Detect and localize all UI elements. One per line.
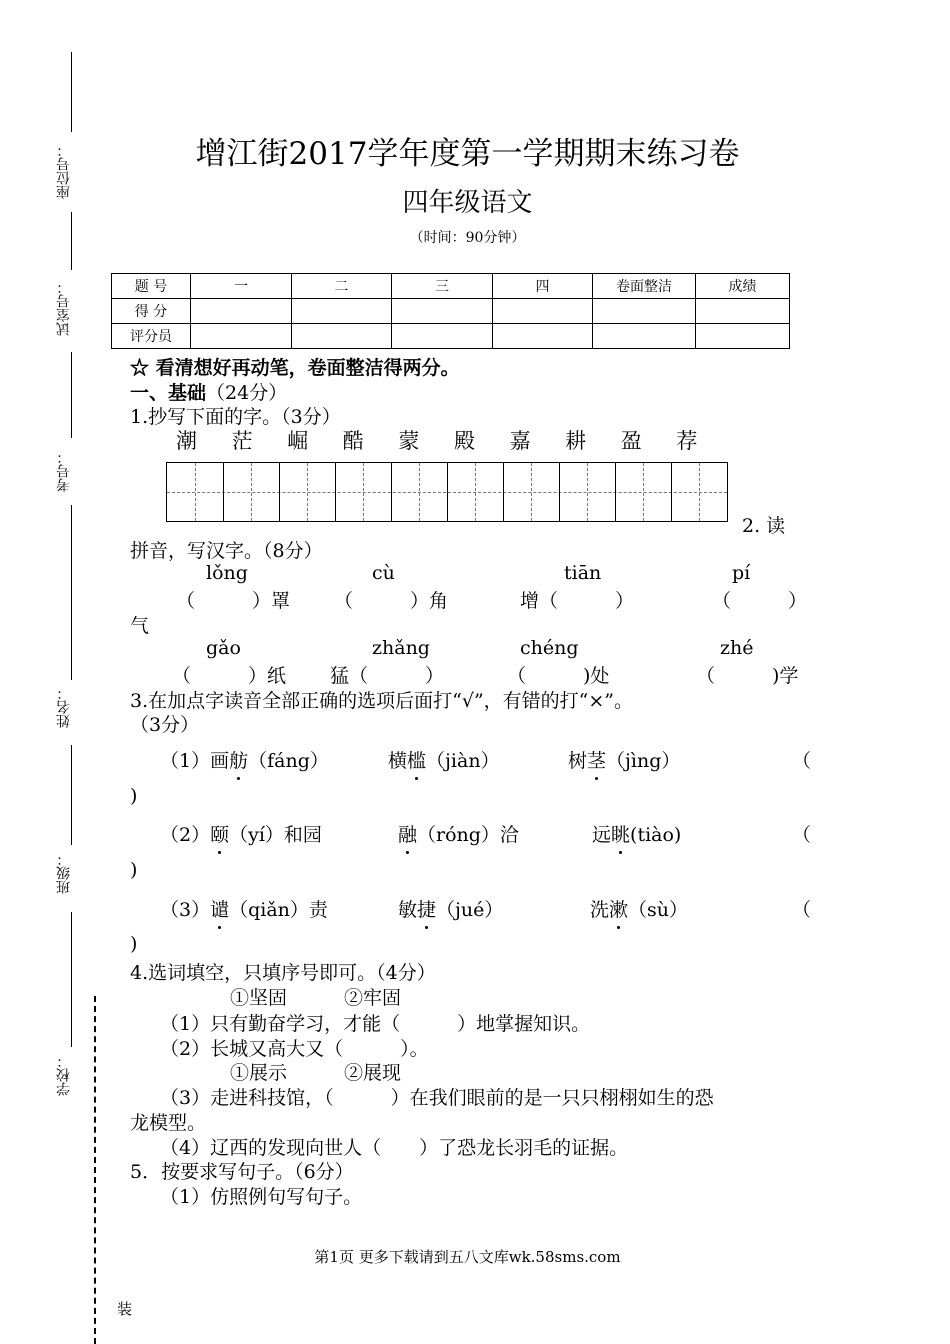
dotted-char: 眺 — [611, 820, 630, 847]
q3-item-1 — [160, 746, 329, 773]
fill-sentence: （3）走进科技馆，（ ）在我们眼前的是一只只栩栩如生的恐 — [160, 1087, 714, 1109]
item-number: （3） — [160, 899, 211, 921]
table-cell: 一 — [191, 274, 292, 299]
grid-cell-divider — [559, 463, 560, 521]
grid-cell-guide — [251, 463, 252, 521]
page-title: 增江街2017学年度第一学期期末练习卷 — [195, 136, 740, 172]
pinyin: lǒng — [206, 562, 248, 584]
grid-cell-guide — [587, 463, 588, 521]
school-label: 学校： — [56, 1054, 72, 1096]
text: 远 — [592, 824, 612, 846]
name-label: 姓名： — [56, 686, 72, 728]
answer-close-paren[interactable]: ) — [130, 859, 138, 881]
fill-sentence: （1）只有勤奋学习，才能（ ）地掌握知识。 — [160, 1013, 591, 1035]
margin-line — [71, 912, 72, 1047]
fill-sentence: （4）辽西的发现向世人（ ）了恐龙长羽毛的证据。 — [160, 1137, 629, 1159]
margin-line — [71, 505, 72, 680]
copy-char: 耕 — [565, 429, 587, 453]
text: 画 — [210, 750, 230, 772]
seat-number-label: 座位号： — [56, 143, 72, 199]
dotted-char: 融 — [398, 820, 417, 847]
answer-blank[interactable]: （ ）角 — [334, 590, 449, 612]
table-cell: 卷面整洁 — [593, 274, 696, 299]
class-label: 班级： — [56, 852, 72, 894]
text: 洗 — [590, 899, 610, 921]
binding-dashed-line — [94, 996, 96, 1344]
answer-blank[interactable]: （ )学 — [696, 665, 799, 687]
answer-blank[interactable]: 增（ ） — [520, 590, 635, 612]
word-options: ①坚固 ②牢固 — [230, 987, 402, 1009]
dotted-char: 舫 — [229, 746, 248, 773]
question-3-score: （3分） — [130, 714, 200, 736]
dotted-char: 茎 — [587, 746, 606, 773]
table-cell[interactable] — [292, 324, 392, 349]
fill-sentence: 龙模型。 — [130, 1112, 207, 1134]
pinyin: （fáng） — [248, 750, 329, 772]
grid-cell-divider — [391, 463, 392, 521]
pinyin: zhé — [720, 637, 754, 659]
table-row — [112, 274, 790, 299]
text: 树 — [568, 750, 588, 772]
fill-sentence: （2）长城又高大又（ ）。 — [160, 1038, 429, 1060]
section-heading — [130, 378, 287, 405]
table-cell[interactable] — [292, 299, 392, 324]
pinyin: pí — [732, 562, 751, 584]
question-1: 1.抄写下面的字。（3分） — [130, 406, 341, 428]
item-number: （1） — [160, 750, 211, 772]
q3-item-2c — [592, 820, 681, 847]
grid-cell-guide — [531, 463, 532, 521]
table-cell[interactable] — [392, 299, 493, 324]
grid-cell-divider — [279, 463, 280, 521]
answer-close-paren[interactable]: ) — [130, 785, 138, 807]
dotted-char: 漱 — [609, 895, 628, 922]
grid-cell-divider — [671, 463, 672, 521]
table-row — [112, 299, 790, 324]
margin-line — [71, 352, 72, 438]
answer-blank[interactable]: （ ）纸 — [172, 665, 287, 687]
question-2: 拼音，写汉字。（8分） — [130, 540, 323, 562]
table-row — [112, 324, 790, 349]
q3-item-2b — [398, 820, 519, 847]
answer-open-paren[interactable]: （ — [792, 899, 812, 921]
margin-line — [71, 52, 72, 132]
margin-line — [71, 745, 72, 845]
q3-item-1c — [568, 746, 680, 773]
pinyin: （jìng） — [606, 750, 681, 772]
grid-cell-divider — [447, 463, 448, 521]
sub-question: （1）仿照例句写句子。 — [160, 1186, 363, 1208]
answer-open-paren[interactable]: （ — [792, 750, 812, 772]
copy-char: 荐 — [676, 429, 698, 453]
copy-char: 殿 — [453, 429, 475, 453]
text: 横 — [388, 750, 408, 772]
room-number-label: 试室号： — [56, 280, 72, 336]
copy-char: 蒙 — [398, 429, 420, 453]
copy-char: 嘉 — [509, 429, 531, 453]
pinyin: tiān — [564, 562, 602, 584]
q3-item-1b — [388, 746, 500, 773]
grid-cell-divider — [615, 463, 616, 521]
q3-item-3c — [590, 895, 688, 922]
wrap-char: 气 — [130, 615, 150, 637]
page-subtitle: 四年级语文 — [402, 188, 533, 218]
pinyin: cù — [372, 562, 395, 584]
copy-char: 盈 — [620, 429, 642, 453]
table-cell[interactable] — [593, 324, 696, 349]
item-number: （2） — [160, 824, 211, 846]
copy-char: 崛 — [287, 429, 309, 453]
copy-char: 茫 — [231, 429, 253, 453]
pinyin: （qiǎn）责 — [229, 899, 328, 921]
dotted-char: 捷 — [417, 895, 436, 922]
grid-cell-divider — [223, 463, 224, 521]
copy-characters — [176, 425, 732, 455]
grid-cell-guide — [475, 463, 476, 521]
pinyin: (tiào) — [630, 824, 682, 846]
dotted-char: 槛 — [407, 746, 426, 773]
pinyin: gǎo — [206, 637, 241, 659]
table-cell[interactable] — [696, 324, 790, 349]
table-cell: 评分员 — [112, 324, 191, 349]
q3-item-3b — [398, 895, 503, 922]
grid-cell-guide — [307, 463, 308, 521]
table-cell: 二 — [292, 274, 392, 299]
answer-blank[interactable]: （ )处 — [507, 665, 610, 687]
word-options: ①展示 ②展现 — [230, 1062, 402, 1084]
section-title: 一、基础 — [130, 382, 207, 404]
q3-item-2 — [160, 820, 322, 847]
writing-grid[interactable] — [166, 462, 728, 522]
pinyin: （sù） — [628, 899, 689, 921]
grid-cell-guide — [195, 463, 196, 521]
table-cell[interactable] — [493, 324, 593, 349]
pinyin: （róng）洽 — [417, 824, 519, 846]
table-cell: 成绩 — [696, 274, 790, 299]
grid-cell-divider — [335, 463, 336, 521]
table-cell: 得 分 — [112, 299, 191, 324]
question-2-start: 2. 读 — [742, 515, 786, 537]
table-cell: 题 号 — [112, 274, 191, 299]
grid-cell-guide — [363, 463, 364, 521]
copy-char: 潮 — [176, 429, 197, 453]
answer-blank[interactable]: （ ） — [712, 590, 808, 612]
question-5: 5．按要求写句子。（6分） — [130, 1161, 354, 1183]
table-cell[interactable] — [696, 299, 790, 324]
section-score: （24分） — [206, 382, 288, 404]
grid-cell-divider — [503, 463, 504, 521]
table-cell[interactable] — [493, 299, 593, 324]
exam-time: （时间：90分钟） — [409, 230, 526, 246]
answer-close-paren[interactable]: ) — [130, 933, 138, 955]
answer-blank[interactable]: 猛（ ） — [330, 665, 445, 687]
table-cell[interactable] — [191, 324, 292, 349]
table-cell: 三 — [392, 274, 493, 299]
table-cell[interactable] — [392, 324, 493, 349]
page-footer: 第1页 更多下载请到五八文库wk.58sms.com — [314, 1248, 621, 1266]
copy-char: 酷 — [342, 429, 364, 453]
text: 敏 — [398, 899, 418, 921]
table-cell[interactable] — [191, 299, 292, 324]
binding-char: 装 — [117, 1300, 133, 1318]
table-cell: 四 — [493, 274, 593, 299]
question-4: 4.选词填空，只填序号即可。（4分） — [130, 962, 436, 984]
pinyin: （jiàn） — [426, 750, 500, 772]
question-3: 3.在加点字读音全部正确的选项后面打“√”，有错的打“×”。 — [130, 690, 634, 712]
grid-cell-guide — [643, 463, 644, 521]
dotted-char: 颐 — [210, 820, 229, 847]
pinyin: zhǎng — [372, 637, 430, 659]
pinyin: （jué） — [436, 899, 504, 921]
answer-open-paren[interactable]: （ — [792, 824, 812, 846]
dotted-char: 谴 — [210, 895, 229, 922]
pinyin: chéng — [520, 637, 579, 659]
exam-number-label: 考号： — [56, 450, 72, 492]
answer-blank[interactable]: （ ）罩 — [176, 590, 291, 612]
pinyin: （yí）和园 — [229, 824, 322, 846]
grid-cell-guide — [699, 463, 700, 521]
notice: ☆ 看清想好再动笔，卷面整洁得两分。 — [130, 357, 460, 379]
q3-item-3 — [160, 895, 328, 922]
table-cell[interactable] — [593, 299, 696, 324]
grid-cell-guide — [419, 463, 420, 521]
score-table — [111, 273, 790, 349]
